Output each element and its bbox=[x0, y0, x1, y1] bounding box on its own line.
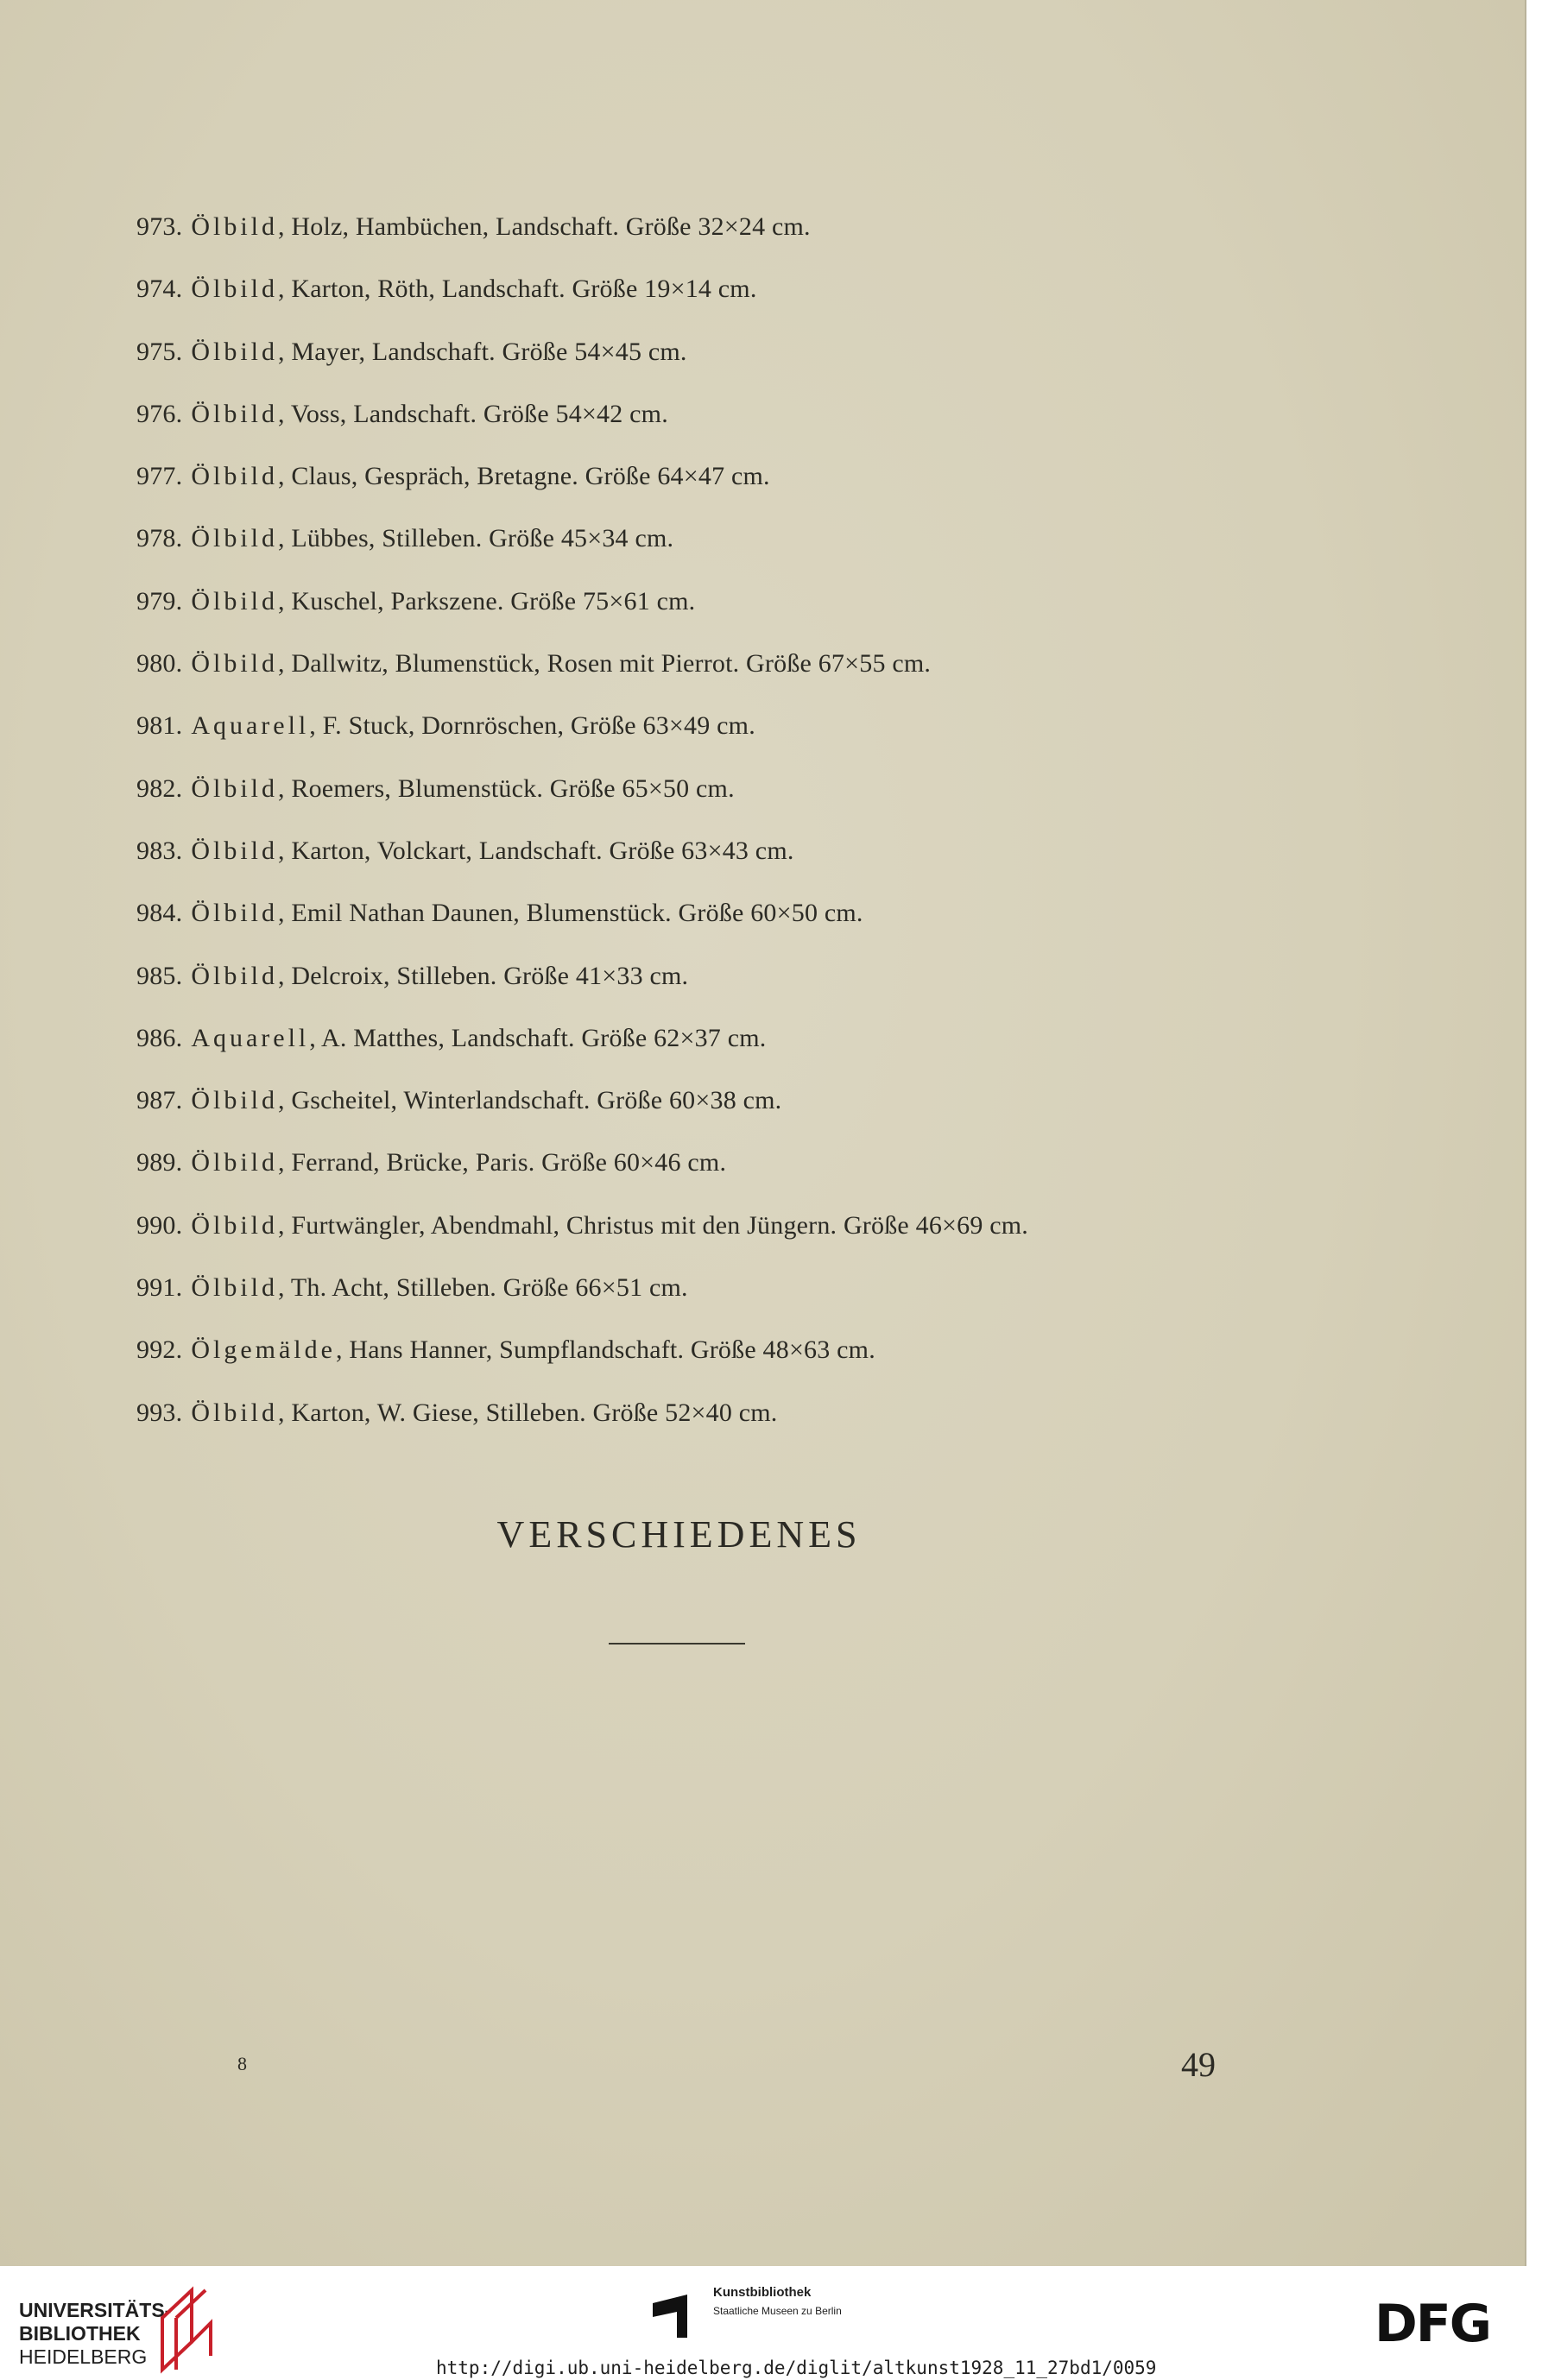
entry-type: Ölbild bbox=[191, 773, 278, 803]
entry-description: , Voss, Landschaft. Größe 54×42 cm. bbox=[277, 399, 668, 428]
catalog-entry-list bbox=[136, 212, 1259, 1461]
entry-type: Ölbild bbox=[191, 275, 278, 304]
entry-number: 983. bbox=[136, 836, 183, 865]
permalink-url[interactable]: http://digi.ub.uni-heidelberg.de/diglit/altkunst1928_11_27bd1/0059 bbox=[436, 2358, 1157, 2378]
entry-number: 976. bbox=[136, 399, 183, 428]
entry-number: 985. bbox=[136, 961, 183, 990]
catalog-entry bbox=[136, 649, 1259, 711]
entry-number: 987. bbox=[136, 1086, 183, 1115]
dfg-logo: DFG bbox=[1375, 2294, 1491, 2354]
entry-description: , Holz, Hambüchen, Landschaft. Größe 32×24 cm. bbox=[277, 212, 811, 241]
catalog-entry bbox=[136, 836, 1259, 899]
entry-type: Ölbild bbox=[191, 524, 278, 553]
entry-type: Aquarell bbox=[191, 1023, 310, 1052]
entry-number: 979. bbox=[136, 586, 183, 616]
entry-description: , Karton, Röth, Landschaft. Größe 19×14 cm. bbox=[277, 275, 757, 304]
catalog-entry bbox=[136, 711, 1259, 773]
entry-description: , Karton, W. Giese, Stilleben. Größe 52×40 cm. bbox=[277, 1398, 778, 1427]
entry-description: , Hans Hanner, Sumpflandschaft. Größe 48×63 cm. bbox=[335, 1335, 875, 1365]
catalog-entry bbox=[136, 338, 1259, 400]
catalog-entry bbox=[136, 962, 1259, 1024]
entry-type: Ölbild bbox=[191, 1398, 278, 1427]
entry-number: 991. bbox=[136, 1273, 183, 1303]
entry-description: , Roemers, Blumenstück. Größe 65×50 cm. bbox=[277, 773, 735, 803]
kunstbibliothek-label bbox=[713, 2283, 842, 2320]
catalog-entry bbox=[136, 774, 1259, 836]
entry-type: Ölbild bbox=[191, 1086, 278, 1115]
footer-bar bbox=[0, 2266, 1542, 2380]
entry-description: , Emil Nathan Daunen, Blumenstück. Größe 60×50 cm. bbox=[277, 899, 863, 928]
entry-type: Ölbild bbox=[191, 649, 278, 679]
ub-line-1: UNIVERSITÄTS- bbox=[19, 2299, 172, 2321]
entry-type: Ölgemälde bbox=[191, 1335, 336, 1365]
entry-type: Ölbild bbox=[191, 899, 278, 928]
entry-type: Ölbild bbox=[191, 462, 278, 491]
ub-line-3: HEIDELBERG bbox=[19, 2345, 148, 2368]
entry-type: Ölbild bbox=[191, 1210, 278, 1240]
catalog-entry bbox=[136, 1148, 1259, 1210]
entry-description: , Th. Acht, Stilleben. Größe 66×51 cm. bbox=[277, 1273, 688, 1303]
entry-type: Ölbild bbox=[191, 1273, 278, 1303]
entry-type: Ölbild bbox=[191, 399, 278, 428]
university-library-mark-icon bbox=[157, 2283, 216, 2375]
catalog-entry bbox=[136, 899, 1259, 961]
entry-description: , Kuschel, Parkszene. Größe 75×61 cm. bbox=[277, 586, 696, 616]
entry-number: 980. bbox=[136, 649, 183, 679]
catalog-entry bbox=[136, 1211, 1259, 1273]
catalog-entry bbox=[136, 212, 1259, 275]
entry-number: 993. bbox=[136, 1398, 183, 1427]
entry-type: Ölbild bbox=[191, 836, 278, 865]
entry-description: , Gscheitel, Winterlandschaft. Größe 60×38 cm. bbox=[277, 1086, 782, 1115]
entry-description: , Ferrand, Brücke, Paris. Größe 60×46 cm. bbox=[277, 1148, 727, 1177]
page-number: 49 bbox=[1181, 2045, 1216, 2084]
entry-type: Ölbild bbox=[191, 1148, 278, 1177]
entry-type: Ölbild bbox=[191, 586, 278, 616]
kunstbibliothek-logo-icon bbox=[653, 2295, 687, 2338]
catalog-entry bbox=[136, 1335, 1259, 1398]
entry-number: 984. bbox=[136, 899, 183, 928]
entry-description: , Claus, Gespräch, Bretagne. Größe 64×47 cm. bbox=[277, 462, 770, 491]
entry-description: , Mayer, Landschaft. Größe 54×45 cm. bbox=[277, 337, 687, 366]
entry-number: 986. bbox=[136, 1023, 183, 1052]
catalog-entry bbox=[136, 462, 1259, 524]
catalog-entry bbox=[136, 1024, 1259, 1086]
entry-number: 977. bbox=[136, 462, 183, 491]
entry-number: 981. bbox=[136, 711, 183, 741]
catalog-entry bbox=[136, 1398, 1259, 1461]
entry-number: 982. bbox=[136, 773, 183, 803]
entry-description: , F. Stuck, Dornröschen, Größe 63×49 cm. bbox=[309, 711, 755, 741]
section-heading: VERSCHIEDENES bbox=[496, 1513, 862, 1556]
ub-line-2: BIBLIOTHEK bbox=[19, 2322, 141, 2345]
entry-description: , Dallwitz, Blumenstück, Rosen mit Pierrot. Größe 67×55 cm. bbox=[277, 649, 932, 679]
kunstbibliothek-subtitle: Staatliche Museen zu Berlin bbox=[713, 2305, 842, 2317]
signature-mark: 8 bbox=[237, 2053, 247, 2074]
entry-type: Ölbild bbox=[191, 337, 278, 366]
entry-type: Ölbild bbox=[191, 212, 278, 241]
catalog-entry bbox=[136, 400, 1259, 462]
entry-number: 975. bbox=[136, 337, 183, 366]
entry-description: , Lübbes, Stilleben. Größe 45×34 cm. bbox=[277, 524, 674, 553]
entry-type: Aquarell bbox=[191, 711, 310, 741]
catalog-entry bbox=[136, 275, 1259, 337]
entry-number: 992. bbox=[136, 1335, 183, 1365]
entry-description: , Furtwängler, Abendmahl, Christus mit den Jüngern. Größe 46×69 cm. bbox=[277, 1210, 1028, 1240]
entry-type: Ölbild bbox=[191, 961, 278, 990]
catalog-entry bbox=[136, 587, 1259, 649]
entry-number: 990. bbox=[136, 1210, 183, 1240]
entry-number: 978. bbox=[136, 524, 183, 553]
entry-description: , A. Matthes, Landschaft. Größe 62×37 cm. bbox=[309, 1023, 767, 1052]
catalog-entry bbox=[136, 1086, 1259, 1148]
kunstbibliothek-title: Kunstbibliothek bbox=[713, 2285, 812, 2300]
entry-number: 989. bbox=[136, 1148, 183, 1177]
catalog-entry bbox=[136, 1273, 1259, 1335]
entry-description: , Karton, Volckart, Landschaft. Größe 63×43 cm. bbox=[277, 836, 794, 865]
entry-description: , Delcroix, Stilleben. Größe 41×33 cm. bbox=[277, 961, 689, 990]
section-divider bbox=[609, 1643, 745, 1645]
entry-number: 973. bbox=[136, 212, 183, 241]
entry-number: 974. bbox=[136, 275, 183, 304]
university-library-logo-text bbox=[19, 2299, 171, 2369]
catalog-entry bbox=[136, 524, 1259, 586]
